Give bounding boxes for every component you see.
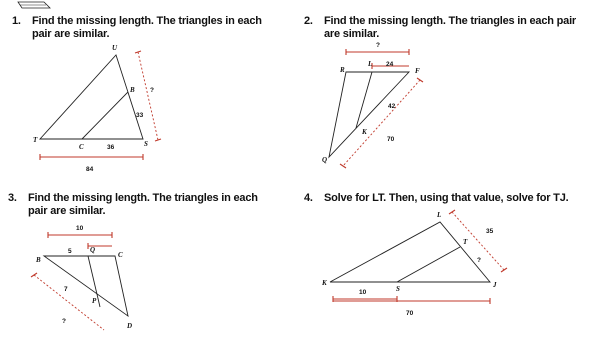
problem-1-number: 1.: [12, 15, 21, 27]
vertex-l-label: L: [437, 211, 442, 219]
vertex-s-label: S: [396, 285, 400, 293]
problem-4-number: 4.: [304, 192, 313, 204]
vertex-b-label: B: [130, 86, 135, 94]
side-cs-value: 36: [107, 144, 115, 151]
side-ts-value: 84: [86, 166, 94, 173]
side-bc-value: 10: [76, 225, 84, 232]
measure-line-us: [138, 52, 158, 140]
vertex-c-label: C: [79, 143, 84, 151]
measure-line-fq: [343, 80, 420, 166]
vertex-k-label: K: [362, 128, 367, 136]
triangle-tus: [40, 55, 143, 139]
vertex-f-label: F: [415, 67, 420, 75]
vertex-b-label: B: [36, 256, 41, 264]
segment-st: [397, 247, 460, 282]
side-bq-value: 5: [68, 248, 72, 255]
vertex-d-label: D: [127, 322, 133, 330]
side-ks-value: 10: [359, 289, 367, 296]
side-fq-value: 70: [387, 136, 395, 143]
triangle-klj: [330, 222, 490, 282]
vertex-u-label: U: [112, 44, 118, 52]
triangle-bcd: [44, 256, 128, 316]
triangle-rfq: [329, 72, 409, 157]
vertex-q-label: Q: [322, 156, 328, 164]
vertex-k-label: K: [322, 279, 327, 287]
vertex-s-label: S: [144, 140, 148, 148]
vertex-l-label: L: [368, 60, 373, 68]
problem-4-line1: Solve for LT. Then, using that value, solve for TJ.: [324, 192, 569, 204]
side-lf-value: 24: [386, 61, 394, 68]
vertex-j-label: J: [493, 281, 497, 289]
problem-1-line1: Find the missing length. The triangles in each: [32, 15, 262, 27]
problem-2-figure: [322, 42, 423, 168]
problem-3-figure: [31, 225, 132, 330]
segment-cb: [82, 92, 128, 139]
side-bd-unknown: ?: [62, 318, 66, 325]
side-us-unknown: ?: [150, 87, 154, 94]
side-bs-value: 33: [136, 112, 144, 119]
side-rf-unknown: ?: [376, 42, 380, 49]
vertex-c-label: C: [118, 251, 123, 259]
vertex-p-label: P: [92, 297, 97, 305]
vertex-t-label: T: [33, 136, 38, 144]
side-tj-unknown: ?: [477, 257, 481, 264]
vertex-r-label: R: [340, 66, 345, 74]
problem-2-line1: Find the missing length. The triangles in each pair: [324, 15, 577, 27]
side-lk-value: 42: [388, 103, 396, 110]
problem-2-number: 2.: [304, 15, 313, 27]
problem-3-number: 3.: [8, 192, 17, 204]
problem-4-figure: [321, 210, 507, 317]
problem-3-line1: Find the missing length. The triangles in each: [28, 192, 258, 204]
problem-2-line2: are similar.: [324, 28, 380, 40]
vertex-q-label: Q: [90, 246, 96, 254]
side-kj-value: 70: [406, 310, 414, 317]
side-lj-value: 35: [486, 228, 494, 235]
side-bp-value: 7: [64, 286, 68, 293]
problem-1-line2: pair are similar.: [32, 28, 110, 40]
problem-1-figure: [33, 44, 161, 173]
corner-sketch-icon: [18, 2, 50, 8]
problem-3-line2: pair are similar.: [28, 205, 106, 217]
vertex-t-label: T: [463, 238, 468, 246]
